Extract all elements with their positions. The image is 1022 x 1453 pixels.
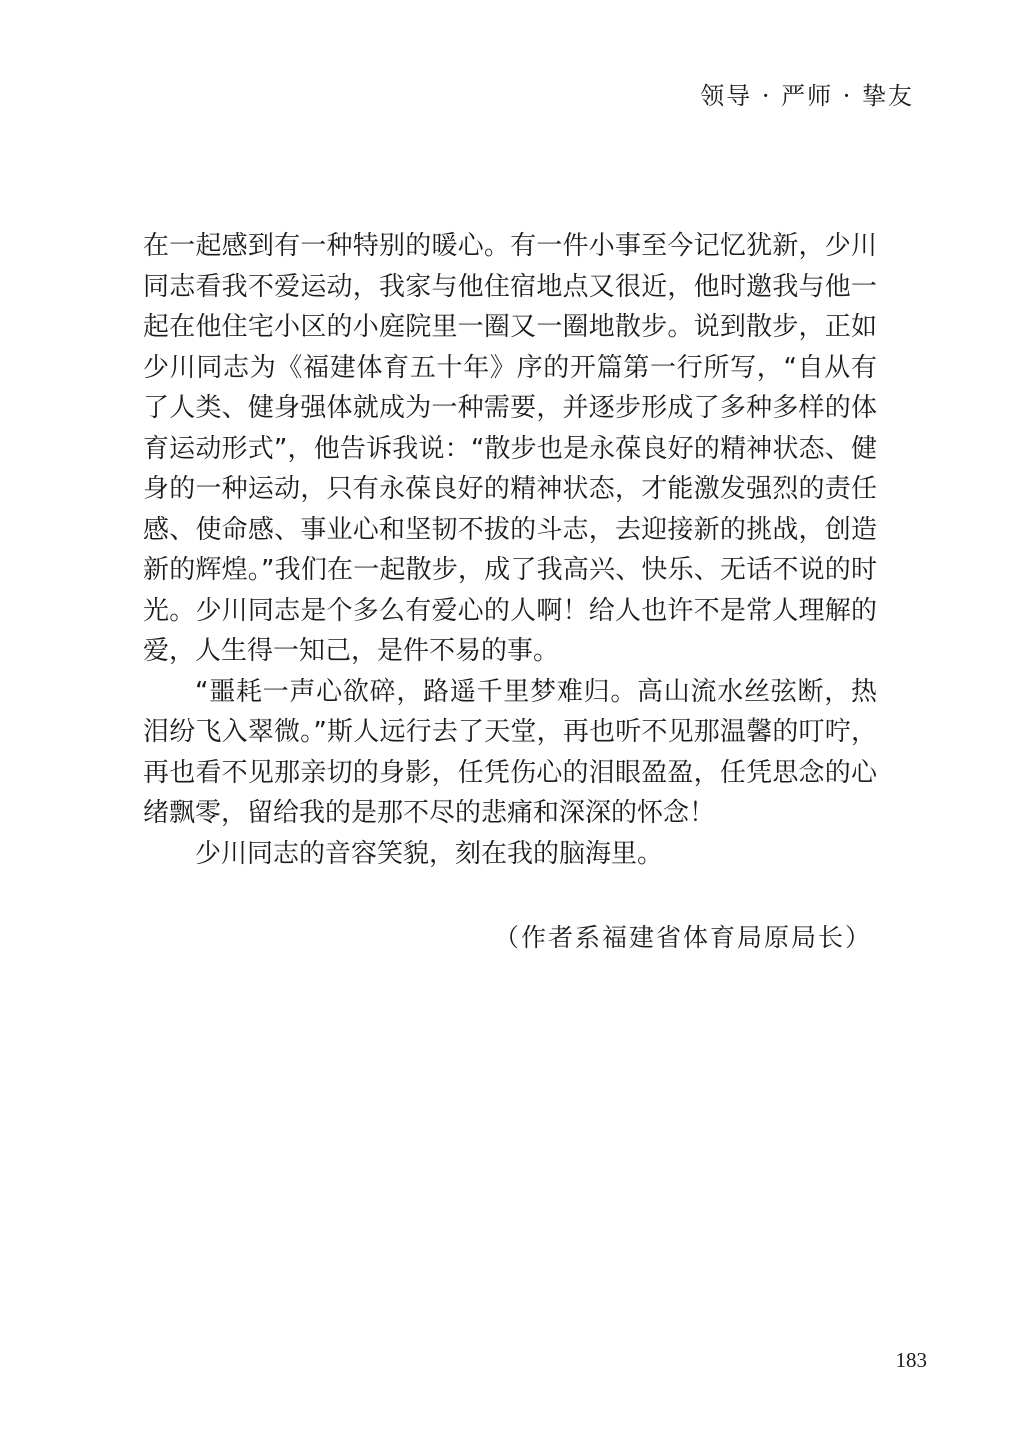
paragraph-poem: “噩耗一声心欲碎，路遥千里梦难归。高山流水丝弦断，热泪纷飞入翠微。”斯人远行去了天堂，再也听不见那温馨的叮咛，再也看不见那亲切的身影，任凭伤心的泪眼盈盈，任凭思念的心绪飘零，留给我的是那不尽的悲痛和深深的怀念！ — [143, 676, 877, 828]
paragraph-continued: 在一起感到有一种特别的暖心。有一件小事至今记忆犹新，少川同志看我不爱运动，我家与他住宿地点又很近，他时邀我与他一起在他住宅小区的小庭院里一圈又一圈地散步。说到散步，正如少川同志为《福建体育五十年》序的开篇第一行所写，“自从有了人类、健身强体就成为一种需要，并逐步形成了多种多样的体育运动形式”，他告诉我说：“散步也是永葆良好的精神状态、健身的一种运动，只有永葆良好的精神状态，才能激发强烈的责任感、使命感、事业心和坚韧不拔的斗志，去迎接新的挑战，创造新的辉煌。”我们在一起散步，成了我高兴、快乐、无话不说的时光。少川同志是个多么有爱心的人啊！给人也许不是常人理解的爱，人生得一知己，是件不易的事。 — [143, 231, 877, 666]
running-header: 领导 · 严师 · 挚友 — [700, 82, 914, 110]
paragraph-closing: 少川同志的音容笑貌，刻在我的脑海里。 — [195, 838, 664, 869]
author-byline: （作者系福建省体育局原局长） — [493, 923, 872, 952]
page-number: 183 — [895, 1348, 927, 1372]
article-body — [143, 226, 877, 874]
